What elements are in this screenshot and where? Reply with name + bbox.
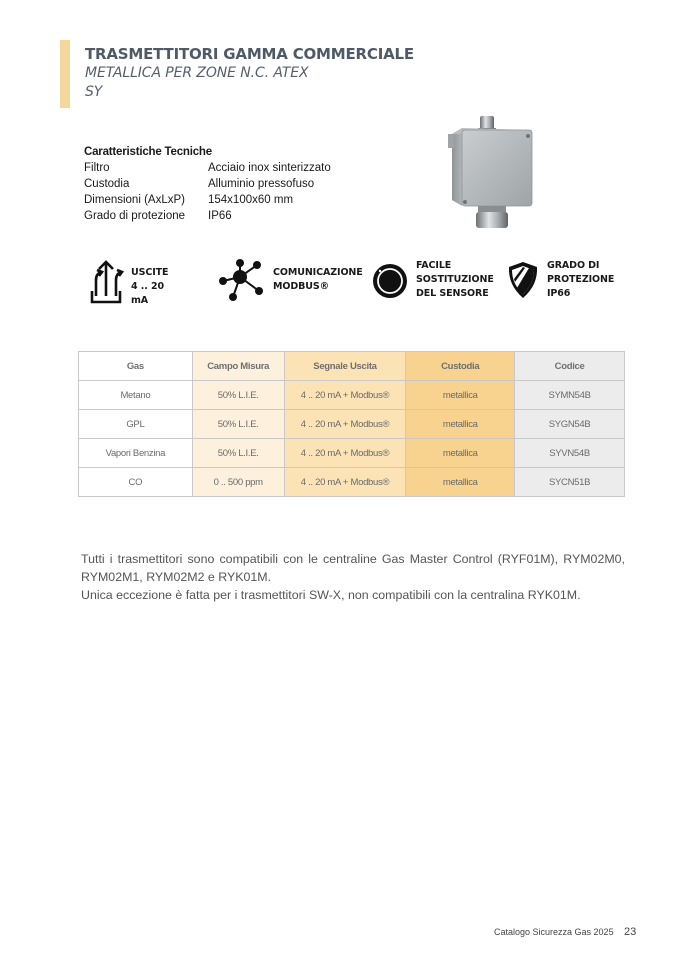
feature-sensor: [372, 261, 494, 301]
table-row: [79, 439, 625, 468]
cell-custodia: metallica: [406, 468, 515, 497]
spec-label: Dimensioni (AxLxP): [84, 194, 185, 206]
spec-value: 154x100x60 mm: [208, 194, 294, 206]
note-paragraph-1: Tutti i trasmettitori sono compatibili con le centraline Gas Master Control (RYF01M), RYM02M0, RYM02M1, RYM02M2 e RYK01M.: [81, 552, 625, 584]
cell-custodia: metallica: [406, 410, 515, 439]
header-custodia: Custodia: [406, 352, 515, 381]
cell-campo: 50% L.I.E.: [192, 381, 284, 410]
table-header-row: [79, 352, 625, 381]
header-gas: Gas: [79, 352, 193, 381]
cell-custodia: metallica: [406, 439, 515, 468]
cell-custodia: metallica: [406, 381, 515, 410]
cell-gas: Vapori Benzina: [79, 439, 193, 468]
table-row: [79, 381, 625, 410]
page-title: TRASMETTITORI GAMMA COMMERCIALE: [85, 45, 414, 63]
header-campo-misura: Campo Misura: [192, 352, 284, 381]
feature-text: [416, 259, 494, 301]
compatibility-notes: [81, 550, 625, 604]
feature-line: DEL SENSORE: [416, 288, 489, 299]
feature-line: USCITE: [131, 267, 169, 278]
network-hub-icon: [218, 258, 268, 304]
cell-segnale: 4 .. 20 mA + Modbus®: [284, 381, 406, 410]
cell-codice: SYMN54B: [515, 381, 625, 410]
outputs-arrows-icon: [88, 258, 124, 304]
feature-text: [547, 259, 614, 301]
cell-segnale: 4 .. 20 mA + Modbus®: [284, 468, 406, 497]
feature-line: FACILE: [416, 260, 452, 271]
cell-campo: 50% L.I.E.: [192, 410, 284, 439]
spec-row: [84, 160, 331, 176]
cell-gas: CO: [79, 468, 193, 497]
cell-segnale: 4 .. 20 mA + Modbus®: [284, 410, 406, 439]
feature-line: GRADO DI: [547, 260, 600, 271]
feature-line: MODBUS®: [273, 281, 330, 292]
technical-specs: [84, 144, 331, 224]
table-row: [79, 410, 625, 439]
cell-codice: SYGN54B: [515, 410, 625, 439]
cell-gas: Metano: [79, 381, 193, 410]
cell-campo: 0 .. 500 ppm: [192, 468, 284, 497]
feature-line: SOSTITUZIONE: [416, 274, 494, 285]
title-text: [85, 45, 505, 102]
spec-label: Filtro: [84, 162, 110, 174]
feature-text: [131, 266, 168, 308]
feature-line: 4 .. 20 mA: [131, 281, 164, 306]
feature-line: IP66: [547, 288, 571, 299]
spec-value: Alluminio pressofuso: [208, 178, 315, 190]
header-segnale-uscita: Segnale Uscita: [284, 352, 406, 381]
cell-segnale: 4 .. 20 mA + Modbus®: [284, 439, 406, 468]
spec-value: Acciaio inox sinterizzato: [208, 162, 331, 174]
spec-row: [84, 192, 331, 208]
feature-line: COMUNICAZIONE: [273, 267, 363, 278]
spec-label: Grado di protezione: [84, 210, 186, 222]
title-accent-bar: [60, 40, 70, 108]
spec-row: [84, 176, 331, 192]
feature-outputs: [88, 258, 168, 308]
feature-protection: [507, 261, 614, 301]
spec-label: Custodia: [84, 178, 130, 190]
product-table: [78, 351, 625, 497]
gas-transmitter-image: [448, 114, 536, 230]
table-row: [79, 468, 625, 497]
cell-codice: SYCN51B: [515, 468, 625, 497]
page-subtitle: METALLICA PER ZONE N.C. ATEX: [85, 65, 309, 81]
note-paragraph-2: Unica eccezione è fatta per i trasmettitori SW-X, non compatibili con la centralina RYK01M.: [81, 588, 581, 602]
footer-catalog-name: Catalogo Sicurezza Gas 2025: [494, 927, 614, 937]
header-codice: Codice: [515, 352, 625, 381]
spec-value: IP66: [208, 210, 232, 222]
feature-text: [273, 266, 363, 294]
feature-modbus: [218, 258, 363, 304]
cell-campo: 50% L.I.E.: [192, 439, 284, 468]
cell-codice: SYVN54B: [515, 439, 625, 468]
specs-title: Caratteristiche Tecniche: [84, 146, 212, 158]
sensor-ring-icon: [372, 263, 408, 299]
cell-gas: GPL: [79, 410, 193, 439]
page-number: 23: [624, 926, 637, 938]
model-name: SY: [85, 84, 103, 100]
spec-row: [84, 208, 331, 224]
shield-icon: [507, 261, 539, 299]
feature-line: PROTEZIONE: [547, 274, 615, 285]
